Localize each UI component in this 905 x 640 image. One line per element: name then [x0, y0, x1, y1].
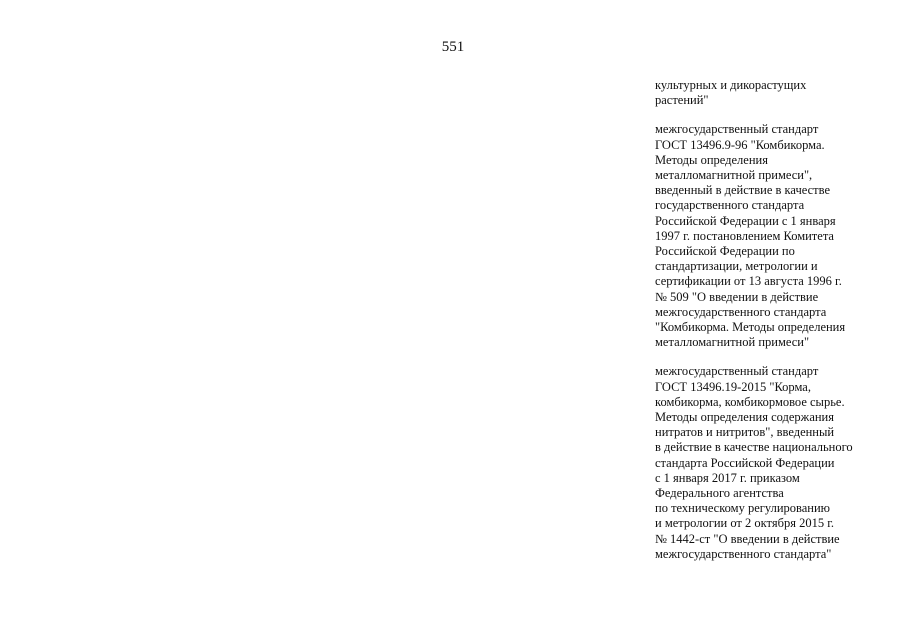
text-line: государственного стандарта	[655, 198, 805, 213]
text-line: ГОСТ 13496.9-96 "Комбикорма.	[655, 137, 825, 152]
text-line: межгосударственный стандарт	[655, 364, 819, 379]
text-line: культурных и дикорастущих	[655, 78, 807, 92]
text-block-gost-13496-9-96	[655, 122, 900, 350]
page-number: 551	[441, 39, 465, 55]
text-line: Российской Федерации с 1 января	[655, 213, 836, 228]
text-line: растений"	[655, 93, 709, 108]
text-line: межгосударственного стандарта	[655, 304, 827, 319]
text-line: № 509 "О введении в действие	[655, 289, 819, 304]
text-line: Федерального агентства	[655, 486, 784, 501]
text-block-continuation	[655, 78, 900, 108]
text-line: с 1 января 2017 г. приказом	[655, 470, 800, 485]
text-line: в действие в качестве национального	[655, 440, 853, 455]
text-line: межгосударственный стандарт	[655, 122, 819, 137]
text-line: межгосударственного стандарта"	[655, 546, 832, 561]
text-line: комбикорма, комбикормовое сырье.	[655, 394, 845, 409]
text-line: "Комбикорма. Методы определения	[655, 320, 846, 335]
text-line: Методы определения	[655, 152, 768, 167]
text-line: № 1442-ст "О введении в действие	[655, 531, 840, 546]
text-line: Методы определения содержания	[655, 410, 834, 425]
text-line: Российской Федерации по	[655, 244, 795, 259]
text-line: 1997 г. постановлением Комитета	[655, 228, 834, 243]
text-line: по техническому регулированию	[655, 501, 831, 516]
text-line: ГОСТ 13496.19-2015 "Корма,	[655, 379, 811, 394]
text-line: сертификации от 13 августа 1996 г.	[655, 274, 842, 289]
text-block-gost-13496-19-2015	[655, 364, 900, 562]
text-line: металломагнитной примеси",	[655, 168, 813, 183]
text-line: и метрологии от 2 октября 2015 г.	[655, 516, 835, 531]
text-line: стандартизации, метрологии и	[655, 259, 818, 274]
text-column	[655, 78, 900, 576]
text-line: нитратов и нитритов", введенный	[655, 425, 835, 440]
text-line: металломагнитной примеси"	[655, 335, 810, 350]
text-line: стандарта Российской Федерации	[655, 455, 835, 470]
text-line: введенный в действие в качестве	[655, 183, 831, 198]
